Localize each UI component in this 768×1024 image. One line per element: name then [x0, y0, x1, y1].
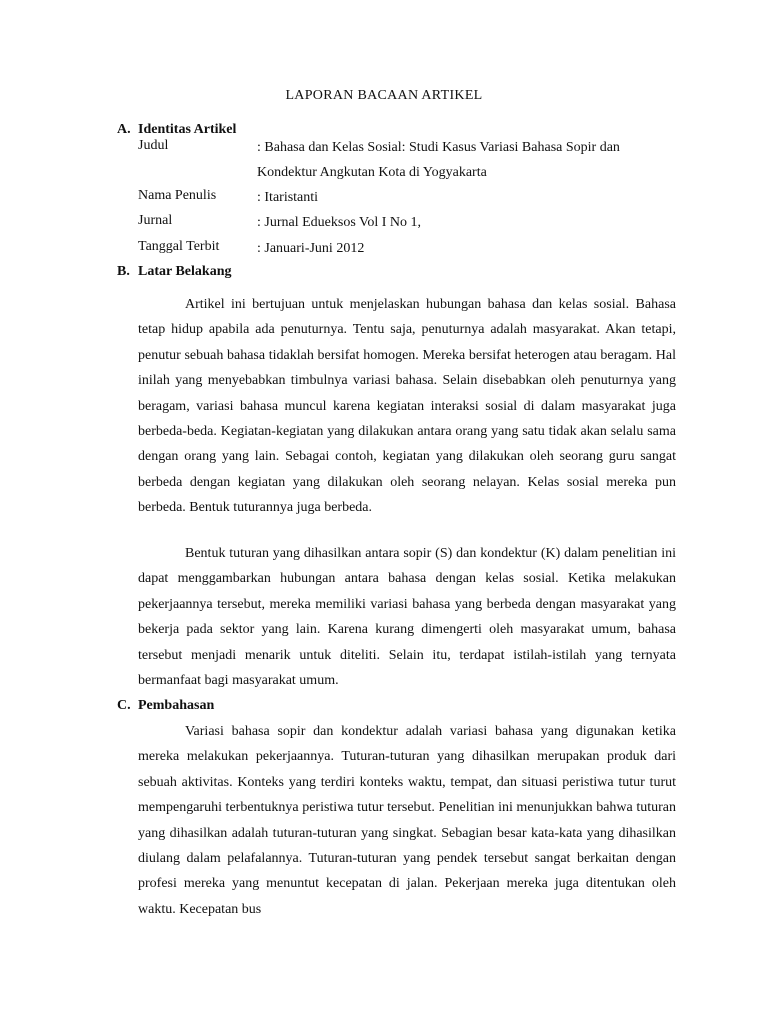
- identity-value: : Itaristanti: [257, 190, 319, 205]
- section-b-letter: B.: [117, 264, 130, 279]
- section-b-heading: [117, 264, 231, 280]
- paragraph: Bentuk tuturan yang dihasilkan antara sopir (S) dan kondektur (K) dalam penelitian ini dapat menggambarkan hubungan antara bahasa dengan kelas sosial. Ketika melakukan pekerjaannya tersebut, mereka memiliki variasi bahasa yang berbeda dengan masyarakat yang bekerja pada sektor yang lain. Karena kurang dimengerti oleh masyarakat umum, bahasa tersebut menjadi menarik untuk diteliti. Selain itu, terdapat istilah-istilah yang ternyata bermanfaat bagi masyarakat umum.: [138, 546, 676, 689]
- identity-value: : Januari-Juni 2012: [257, 241, 365, 256]
- identity-label: Nama Penulis: [138, 188, 217, 203]
- paragraph: Variasi bahasa sopir dan kondektur adalah variasi bahasa yang digunakan ketika mereka melakukan pekerjaannya. Tuturan-tuturan yang dihasilkan merupakan produk dari sebuah aktivitas. Konteks yang terdiri konteks waktu, tempat, dan situasi peristiwa tutur turut mempengaruhi terbentuknya peristiwa tutur tersebut. Penelitian ini menunjukkan bahwa tuturan yang dihasilkan adalah tuturan-tuturan yang singkat. Sebagian besar kata-kata yang dihasilkan diulang dalam pelafalannya. Tuturan-tuturan yang pendek tersebut sangat berkaitan dengan profesi mereka yang menuntut kecepatan di jalan. Pekerjaan mereka juga ditentukan oleh waktu. Kecepatan bus: [138, 724, 676, 917]
- paragraph: Artikel ini bertujuan untuk menjelaskan hubungan bahasa dan kelas sosial. Bahasa tetap hidup apabila ada penuturnya. Tentu saja, penuturnya adalah masyarakat. Akan tetapi, penutur sebuah bahasa tidaklah bersifat homogen. Mereka bersifat heterogen atau beragam. Hal inilah yang menyebabkan timbulnya variasi bahasa. Selain disebabkan oleh penuturnya yang beragam, variasi bahasa muncul karena kegiatan interaksi sosial di dalam masyarakat juga berbeda-beda. Kegiatan-kegiatan yang dilakukan antara orang yang satu tidak akan selalu sama dengan orang yang lain. Sebagai contoh, kegiatan yang dilakukan oleh seorang guru sangat berbeda dengan kegiatan yang dilakukan oleh seorang nelayan. Kelas sosial mereka pun berbeda. Bentuk tuturannya juga berbeda.: [138, 297, 676, 516]
- section-a-title: Identitas Artikel: [138, 122, 237, 137]
- identity-label: Tanggal Terbit: [138, 239, 220, 254]
- section-b-title: Latar Belakang: [138, 264, 232, 279]
- identity-value: : Jurnal Edueksos Vol I No 1,: [257, 215, 421, 230]
- section-a-heading: [117, 122, 236, 138]
- document-title: LAPORAN BACAAN ARTIKEL: [285, 88, 483, 103]
- section-c-title: Pembahasan: [138, 698, 215, 713]
- section-c-heading: [117, 698, 214, 714]
- identity-value: : Bahasa dan Kelas Sosial: Studi Kasus Variasi Bahasa Sopir dan Kondektur Angkutan Kota di Yogyakarta: [257, 140, 620, 180]
- section-c-letter: C.: [117, 698, 131, 713]
- identity-label: Jurnal: [138, 213, 173, 228]
- section-a-letter: A.: [117, 122, 131, 137]
- identity-label: Judul: [138, 138, 169, 153]
- identity-row-judul: [138, 138, 678, 188]
